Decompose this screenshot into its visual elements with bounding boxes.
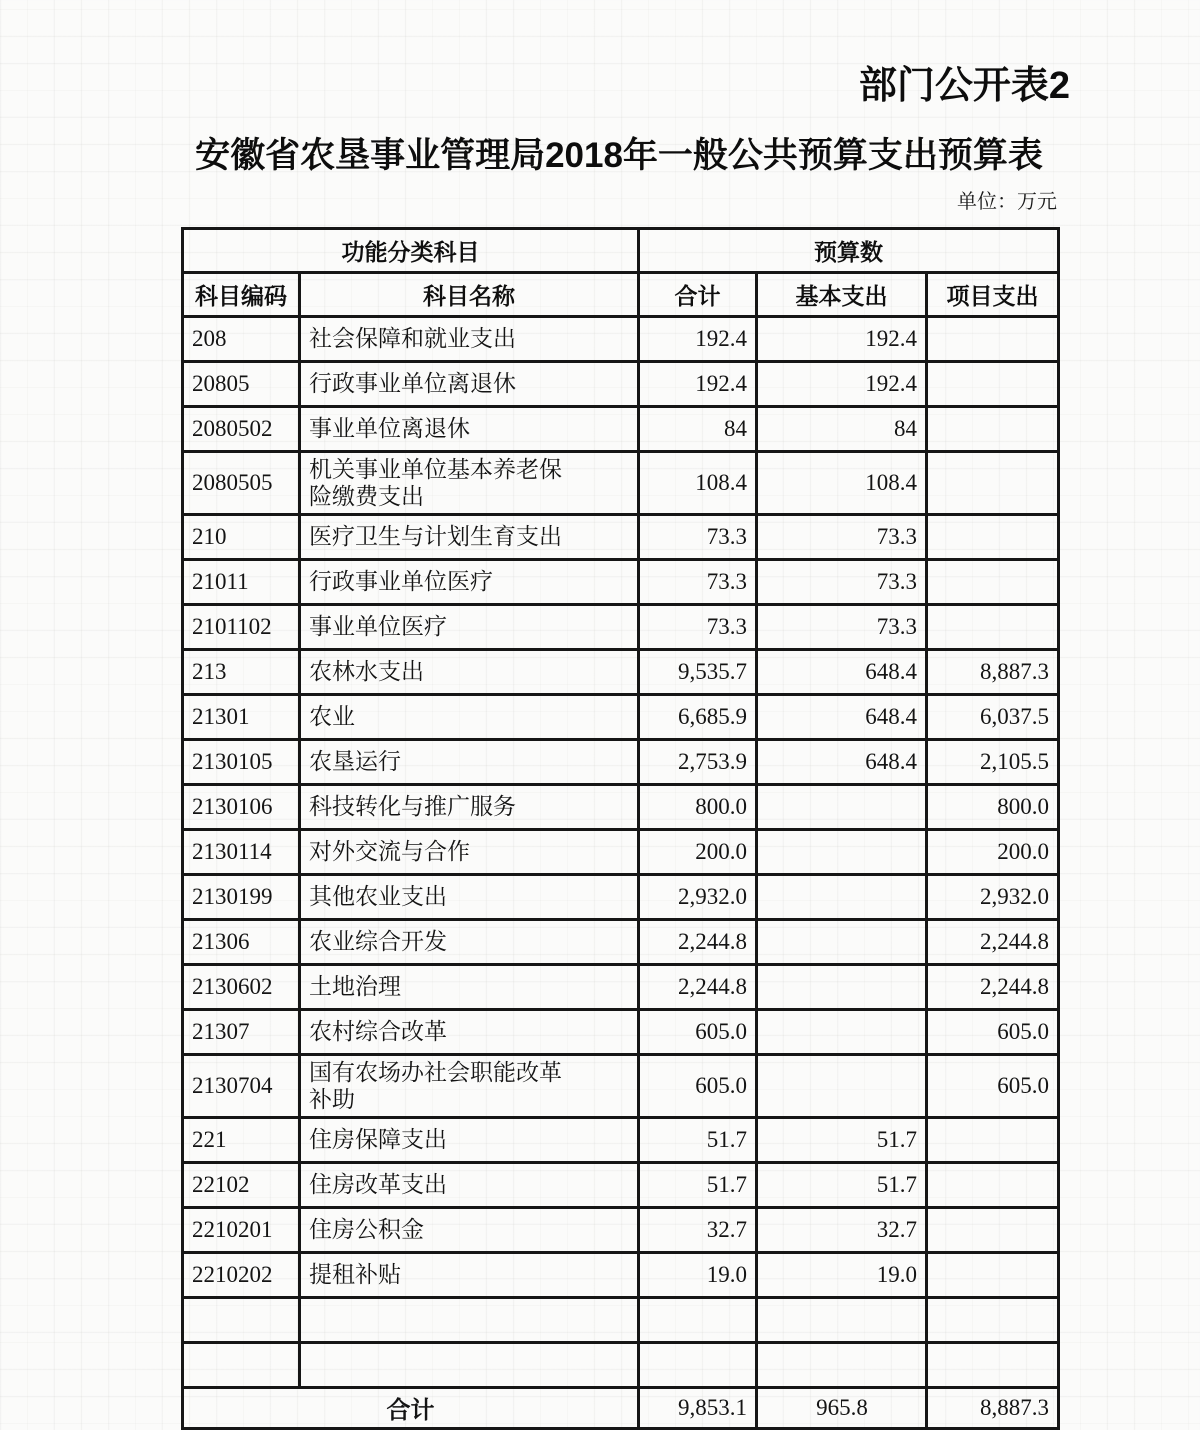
cell-name: 提租补贴 (300, 1252, 639, 1297)
cell-name: 农村综合改革 (300, 1009, 639, 1054)
cell-code: 210 (183, 514, 300, 559)
cell-basic: 648.4 (757, 739, 927, 784)
header-subject-name: 科目名称 (300, 272, 639, 316)
cell-project (927, 1297, 1059, 1342)
cell-total: 200.0 (639, 829, 757, 874)
cell-total: 2,932.0 (639, 874, 757, 919)
cell-name: 农垦运行 (300, 739, 639, 784)
table-row (183, 1117, 1059, 1162)
cell-basic (757, 1297, 927, 1342)
table-row (183, 1054, 1059, 1117)
header-project-expenditure: 项目支出 (927, 272, 1059, 316)
cell-project (927, 514, 1059, 559)
cell-project: 200.0 (927, 829, 1059, 874)
table-row (183, 919, 1059, 964)
cell-basic: 73.3 (757, 559, 927, 604)
cell-total: 73.3 (639, 514, 757, 559)
cell-total: 2,244.8 (639, 919, 757, 964)
cell-code: 21011 (183, 559, 300, 604)
cell-project (927, 361, 1059, 406)
cell-name: 对外交流与合作 (300, 829, 639, 874)
cell-project: 2,244.8 (927, 964, 1059, 1009)
cell-project: 2,105.5 (927, 739, 1059, 784)
cell-total: 800.0 (639, 784, 757, 829)
table-row (183, 316, 1059, 361)
table-row (183, 604, 1059, 649)
cell-basic (757, 964, 927, 1009)
cell-code: 21306 (183, 919, 300, 964)
cell-basic (757, 919, 927, 964)
total-label: 合计 (183, 1387, 639, 1428)
table-row (183, 361, 1059, 406)
cell-code: 2101102 (183, 604, 300, 649)
table-header (183, 228, 1059, 316)
header-columns-row (183, 272, 1059, 316)
cell-total (639, 1342, 757, 1387)
table-row (183, 406, 1059, 451)
header-total: 合计 (639, 272, 757, 316)
cell-code: 208 (183, 316, 300, 361)
total-sum-value: 9,853.1 (639, 1387, 757, 1428)
cell-project (927, 406, 1059, 451)
cell-basic: 108.4 (757, 451, 927, 514)
cell-basic: 73.3 (757, 514, 927, 559)
cell-code: 221 (183, 1117, 300, 1162)
corner-table-label: 部门公开表2 (858, 65, 1070, 107)
cell-basic (757, 1009, 927, 1054)
cell-total: 605.0 (639, 1009, 757, 1054)
cell-name: 其他农业支出 (300, 874, 639, 919)
cell-basic (757, 1342, 927, 1387)
cell-name: 医疗卫生与计划生育支出 (300, 514, 639, 559)
header-basic-expenditure: 基本支出 (757, 272, 927, 316)
cell-basic (757, 829, 927, 874)
cell-code: 2210202 (183, 1252, 300, 1297)
cell-basic: 51.7 (757, 1162, 927, 1207)
cell-project (927, 1117, 1059, 1162)
cell-basic: 73.3 (757, 604, 927, 649)
cell-name (300, 1342, 639, 1387)
cell-project (927, 1252, 1059, 1297)
cell-code (183, 1297, 300, 1342)
header-subject-code: 科目编码 (183, 272, 300, 316)
cell-basic: 32.7 (757, 1207, 927, 1252)
cell-code: 20805 (183, 361, 300, 406)
table-row (183, 784, 1059, 829)
table-row (183, 739, 1059, 784)
table-row (183, 1297, 1059, 1342)
cell-project: 2,244.8 (927, 919, 1059, 964)
cell-project (927, 604, 1059, 649)
cell-total (639, 1297, 757, 1342)
cell-name: 土地治理 (300, 964, 639, 1009)
cell-name: 住房改革支出 (300, 1162, 639, 1207)
cell-basic: 192.4 (757, 316, 927, 361)
header-budget-amount: 预算数 (639, 228, 1059, 272)
table-row (183, 451, 1059, 514)
table-row (183, 649, 1059, 694)
cell-code: 2210201 (183, 1207, 300, 1252)
table-row (183, 559, 1059, 604)
cell-code: 2080505 (183, 451, 300, 514)
cell-project: 800.0 (927, 784, 1059, 829)
cell-project (927, 1162, 1059, 1207)
cell-code: 2080502 (183, 406, 300, 451)
cell-basic: 19.0 (757, 1252, 927, 1297)
cell-basic: 648.4 (757, 694, 927, 739)
table-row (183, 874, 1059, 919)
cell-name: 社会保障和就业支出 (300, 316, 639, 361)
cell-code: 22102 (183, 1162, 300, 1207)
cell-basic (757, 784, 927, 829)
header-function-category: 功能分类科目 (183, 228, 639, 272)
cell-total: 605.0 (639, 1054, 757, 1117)
cell-project (927, 451, 1059, 514)
cell-name: 住房公积金 (300, 1207, 639, 1252)
cell-code: 213 (183, 649, 300, 694)
total-basic-value: 965.8 (757, 1387, 927, 1428)
table-row (183, 1252, 1059, 1297)
unit-label: 单位：万元 (957, 190, 1057, 213)
cell-project: 6,037.5 (927, 694, 1059, 739)
cell-project (927, 316, 1059, 361)
cell-total: 192.4 (639, 361, 757, 406)
cell-code: 2130105 (183, 739, 300, 784)
cell-name: 住房保障支出 (300, 1117, 639, 1162)
table-row (183, 514, 1059, 559)
cell-name: 事业单位离退休 (300, 406, 639, 451)
cell-code: 2130704 (183, 1054, 300, 1117)
cell-project: 605.0 (927, 1054, 1059, 1117)
cell-name: 农业 (300, 694, 639, 739)
table-row (183, 1009, 1059, 1054)
cell-total: 2,753.9 (639, 739, 757, 784)
cell-total: 51.7 (639, 1117, 757, 1162)
table-row (183, 694, 1059, 739)
cell-project (927, 1207, 1059, 1252)
budget-table (181, 227, 1060, 1430)
cell-total: 73.3 (639, 559, 757, 604)
table-row (183, 1162, 1059, 1207)
cell-total: 9,535.7 (639, 649, 757, 694)
cell-code: 21307 (183, 1009, 300, 1054)
cell-name (300, 1297, 639, 1342)
cell-basic (757, 1054, 927, 1117)
cell-code (183, 1342, 300, 1387)
cell-project: 2,932.0 (927, 874, 1059, 919)
cell-code: 2130199 (183, 874, 300, 919)
table-row (183, 1207, 1059, 1252)
cell-code: 2130106 (183, 784, 300, 829)
cell-total: 2,244.8 (639, 964, 757, 1009)
cell-total: 73.3 (639, 604, 757, 649)
cell-basic (757, 874, 927, 919)
table-body (183, 316, 1059, 1387)
cell-code: 2130602 (183, 964, 300, 1009)
cell-name: 行政事业单位医疗 (300, 559, 639, 604)
cell-basic: 51.7 (757, 1117, 927, 1162)
cell-basic: 192.4 (757, 361, 927, 406)
cell-total: 84 (639, 406, 757, 451)
cell-name: 事业单位医疗 (300, 604, 639, 649)
table-footer (183, 1387, 1059, 1428)
cell-project (927, 559, 1059, 604)
cell-project (927, 1342, 1059, 1387)
table-row (183, 829, 1059, 874)
table-row (183, 1342, 1059, 1387)
cell-total: 51.7 (639, 1162, 757, 1207)
total-row (183, 1387, 1059, 1428)
header-group-row (183, 228, 1059, 272)
page-title: 安徽省农垦事业管理局2018年一般公共预算支出预算表 (195, 135, 1043, 175)
table-row (183, 964, 1059, 1009)
cell-total: 32.7 (639, 1207, 757, 1252)
cell-project: 605.0 (927, 1009, 1059, 1054)
cell-total: 108.4 (639, 451, 757, 514)
cell-name: 科技转化与推广服务 (300, 784, 639, 829)
cell-code: 21301 (183, 694, 300, 739)
cell-basic: 648.4 (757, 649, 927, 694)
cell-total: 6,685.9 (639, 694, 757, 739)
cell-code: 2130114 (183, 829, 300, 874)
cell-project: 8,887.3 (927, 649, 1059, 694)
cell-name: 国有农场办社会职能改革 补助 (300, 1054, 639, 1117)
cell-basic: 84 (757, 406, 927, 451)
cell-total: 19.0 (639, 1252, 757, 1297)
cell-name: 行政事业单位离退休 (300, 361, 639, 406)
cell-name: 农业综合开发 (300, 919, 639, 964)
cell-name: 农林水支出 (300, 649, 639, 694)
cell-name: 机关事业单位基本养老保 险缴费支出 (300, 451, 639, 514)
cell-total: 192.4 (639, 316, 757, 361)
total-project-value: 8,887.3 (927, 1387, 1059, 1428)
